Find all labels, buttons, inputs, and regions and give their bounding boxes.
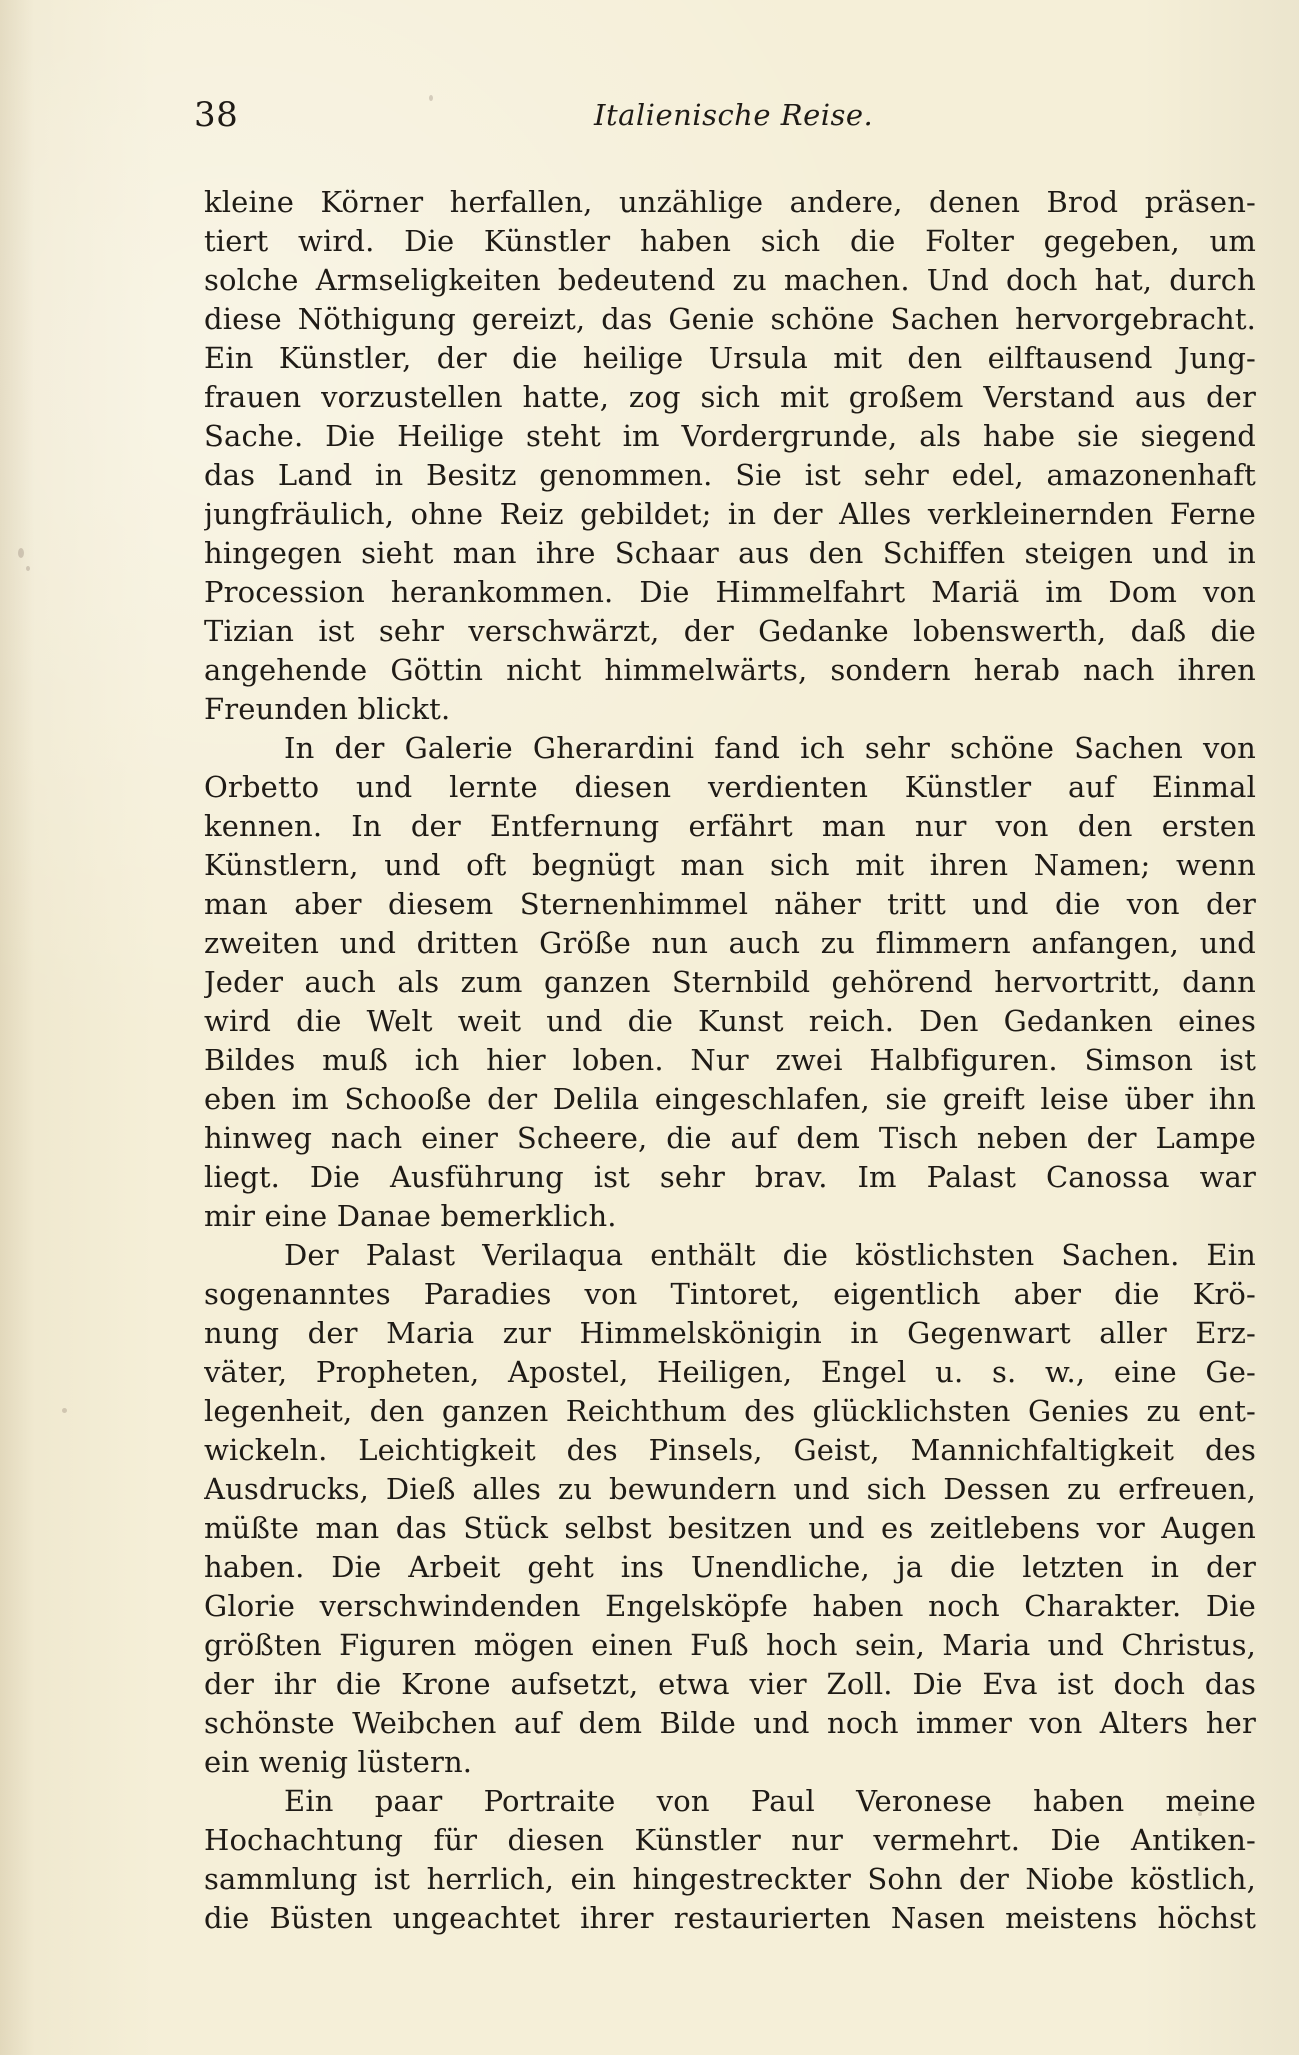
text-line: diese Nöthigung gereizt, das Genie schöne Sachen hervorgebracht. (204, 302, 1256, 336)
text-line: der ihr die Krone aufsetzt, etwa vier Zoll. Die Eva ist doch das (204, 1667, 1256, 1701)
text-line: tiert wird. Die Künstler haben sich die Folter gegeben, um (204, 224, 1256, 258)
text-line: sogenanntes Paradies von Tintoret, eigentlich aber die Krö- (204, 1277, 1256, 1311)
text-line: Der Palast Verilaqua enthält die köstlichsten Sachen. Ein (284, 1238, 1256, 1272)
page-header (194, 95, 1094, 135)
text-line: kennen. In der Entfernung erfährt man nur von den ersten (204, 809, 1256, 843)
text-line: größten Figuren mögen einen Fuß hoch sein, Maria und Christus, (204, 1628, 1256, 1662)
text-line: solche Armseligkeiten bedeutend zu machen. Und doch hat, durch (204, 263, 1256, 297)
text-line: liegt. Die Ausführung ist sehr brav. Im Palast Canossa war (204, 1160, 1256, 1194)
text-line: müßte man das Stück selbst besitzen und es zeitlebens vor Augen (204, 1511, 1256, 1545)
text-line: frauen vorzustellen hatte, zog sich mit großem Verstand aus der (204, 380, 1256, 414)
paper-speck (18, 548, 24, 558)
text-line: Procession herankommen. Die Himmelfahrt Mariä im Dom von (204, 575, 1256, 609)
text-line: kleine Körner herfallen, unzählige andere, denen Brod präsen- (204, 185, 1256, 219)
text-line: haben. Die Arbeit geht ins Unendliche, ja die letzten in der (204, 1550, 1256, 1584)
text-line: Tizian ist sehr verschwärzt, der Gedanke lobenswerth, daß die (204, 614, 1256, 648)
body-text (204, 183, 1256, 1943)
running-head: Italienische Reise. (594, 98, 874, 132)
page-number: 38 (194, 95, 239, 135)
text-line: Ein Künstler, der die heilige Ursula mit den eilftausend Jung- (204, 341, 1256, 375)
text-line: die Büsten ungeachtet ihrer restaurierten Nasen meistens höchst (204, 1901, 1256, 1935)
text-line: man aber diesem Sternenhimmel näher tritt und die von der (204, 887, 1256, 921)
text-line: wickeln. Leichtigkeit des Pinsels, Geist, Mannichfaltigkeit des (204, 1433, 1256, 1467)
text-line: nung der Maria zur Himmelskönigin in Gegenwart aller Erz- (204, 1316, 1256, 1350)
text-line: eben im Schooße der Delila eingeschlafen, sie greift leise über ihn (204, 1082, 1256, 1116)
text-line: zweiten und dritten Größe nun auch zu flimmern anfangen, und (204, 926, 1256, 960)
text-line: das Land in Besitz genommen. Sie ist sehr edel, amazonenhaft (204, 458, 1256, 492)
text-line: Freunden blickt. (204, 692, 451, 726)
paper-speck (26, 566, 30, 571)
text-line: Hochachtung für diesen Künstler nur vermehrt. Die Antiken- (204, 1823, 1256, 1857)
text-line: schönste Weibchen auf dem Bilde und noch immer von Alters her (204, 1706, 1256, 1740)
text-line: mir eine Danae bemerklich. (204, 1199, 617, 1233)
text-line: Sache. Die Heilige steht im Vordergrunde, als habe sie siegend (204, 419, 1256, 453)
text-line: angehende Göttin nicht himmelwärts, sondern herab nach ihren (204, 653, 1256, 687)
page-edge-shadow (0, 0, 34, 2055)
paper-speck (62, 1408, 67, 1413)
text-line: legenheit, den ganzen Reichthum des glücklichsten Genies zu ent- (204, 1394, 1256, 1428)
text-line: Glorie verschwindenden Engelsköpfe haben noch Charakter. Die (204, 1589, 1256, 1623)
text-line: Orbetto und lernte diesen verdienten Künstler auf Einmal (204, 770, 1256, 804)
text-line: Ausdrucks, Dieß alles zu bewundern und sich Dessen zu erfreuen, (204, 1472, 1256, 1506)
text-line: jungfräulich, ohne Reiz gebildet; in der Alles verkleinernden Ferne (204, 497, 1256, 531)
text-line: Ein paar Portraite von Paul Veronese haben meine (284, 1784, 1256, 1818)
text-line: In der Galerie Gherardini fand ich sehr schöne Sachen von (284, 731, 1256, 765)
text-line: väter, Propheten, Apostel, Heiligen, Engel u. s. w., eine Ge- (204, 1355, 1256, 1389)
text-line: hinweg nach einer Scheere, die auf dem Tisch neben der Lampe (204, 1121, 1256, 1155)
text-line: sammlung ist herrlich, ein hingestreckter Sohn der Niobe köstlich, (204, 1862, 1256, 1896)
text-line: Bildes muß ich hier loben. Nur zwei Halbfiguren. Simson ist (204, 1043, 1256, 1077)
text-line: ein wenig lüstern. (204, 1745, 473, 1779)
text-line: Jeder auch als zum ganzen Sternbild gehörend hervortritt, dann (204, 965, 1256, 999)
text-line: Künstlern, und oft begnügt man sich mit ihren Namen; wenn (204, 848, 1256, 882)
text-line: wird die Welt weit und die Kunst reich. Den Gedanken eines (204, 1004, 1256, 1038)
text-line: hingegen sieht man ihre Schaar aus den Schiffen steigen und in (204, 536, 1256, 570)
